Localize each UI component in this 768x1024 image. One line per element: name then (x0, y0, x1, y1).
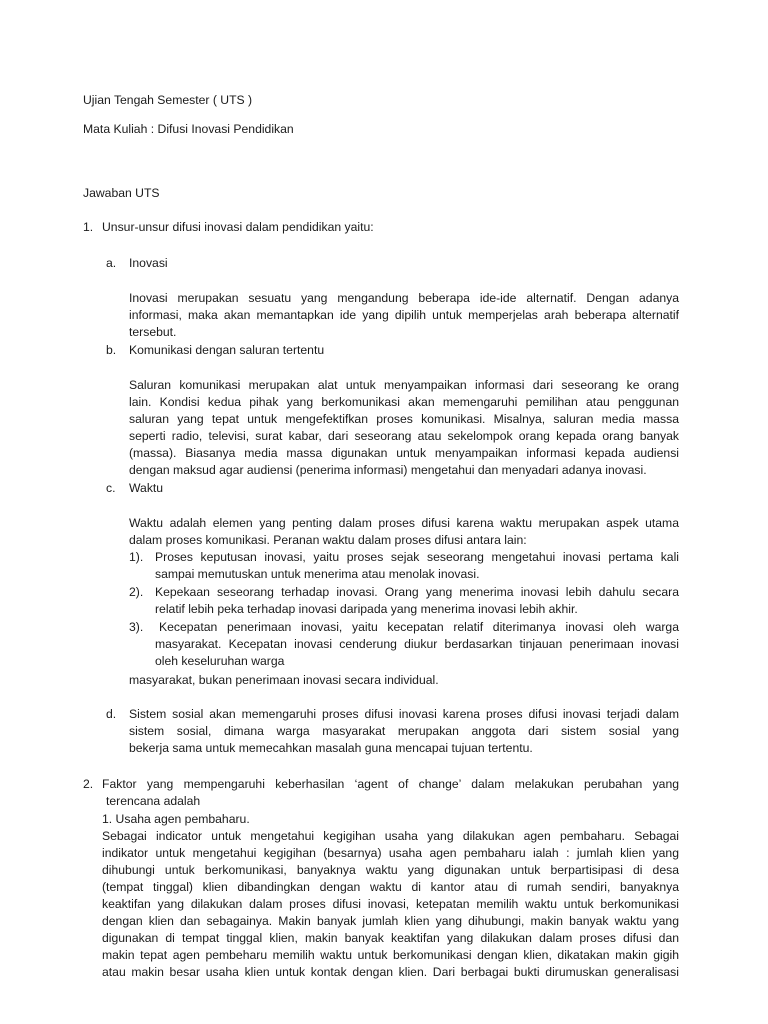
q1b-line-5: (massa). Biasanya media massa digunakan untuk menyampaikan informasi kepada audiensi (129, 446, 679, 460)
q2-para-line-3: dihubungi untuk berkomunikasi, banyaknya waktu yang digunakan untuk berpartisipasi di desa (102, 863, 679, 877)
q2-para-line-4: (tempat tinggal) klien dibandingkan dengan waktu di kantor atau di rumah sendiri, banyaknya (102, 880, 679, 894)
q1c-item-2-number: 2). (129, 585, 144, 599)
q1c-item-1-line-2: sampai memutuskan untuk menerima atau menolak inovasi. (155, 567, 480, 581)
q1b-line-3: saluran yang tepat untuk mengefektifkan proses komunikasi. Misalnya, saluran media massa (129, 412, 679, 426)
q1d-line-3: bekerja sama untuk memecahkan masalah guna mencapai tujuan tertentu. (129, 741, 533, 755)
q1c-title: Waktu (129, 481, 164, 495)
q1c-item-3-line-3: oleh keseluruhan warga (155, 654, 285, 668)
q2-para-line-8: makin tepat agen pembeharu memilih waktu untuk berkomunikasi dengan klien, dikatakan makin gigih (102, 948, 679, 962)
q1c-line-2: dalam proses komunikasi. Peranan waktu dalam proses difusi antara lain: (129, 533, 527, 547)
q1c-line-1: Waktu adalah elemen yang penting dalam proses difusi karena waktu merupakan aspek utama (129, 516, 679, 530)
q1a-line-2: informasi, maka akan memantapkan ide yang dipilih untuk memperjelas arah beberapa alternatif (129, 308, 679, 322)
q1c-closing: masyarakat, bukan penerimaan inovasi secara individual. (129, 673, 439, 687)
q1c-marker: c. (106, 481, 116, 495)
q2-para-line-5: keaktifan yang dilakukan dalam proses difusi inovasi, ketepatan memilih waktu untuk berkomunikasi (102, 897, 679, 911)
q1a-line-1: Inovasi merupakan sesuatu yang mengandung beberapa ide-ide alternatif. Dengan adanya (129, 291, 679, 305)
q2-number: 2. (83, 777, 94, 791)
q1a-marker: a. (106, 256, 117, 270)
q1c-item-3-number: 3). (129, 620, 144, 634)
q1b-title: Komunikasi dengan saluran tertentu (129, 343, 325, 357)
q1b-line-6: dengan maksud agar audiensi (penerima informasi) mengetahui dan menyadari adanya inovasi. (129, 463, 647, 477)
q2-para-line-7: digunakan di tempat tinggal klien, makin banyak keaktifan yang dilakukan dalam proses difusi dan (102, 931, 679, 945)
q2-line-1: Faktor yang mempengaruhi keberhasilan ‘agent of change’ dalam melakukan perubahan yang (102, 777, 679, 791)
course-title: Mata Kuliah : Difusi Inovasi Pendidikan (83, 122, 294, 136)
q2-para-line-2: indikator untuk mengetahui kegigihan (besarnya) usaha agen pembaharu ialah : jumlah klien yang (102, 846, 679, 860)
q2-para-line-6: dengan klien dan sebagainya. Makin banyak jumlah klien yang dihubungi, makin banyak waktu yang (102, 914, 679, 928)
q1b-line-4: seperti radio, televisi, surat kabar, dari seseorang atau sekelompok orang kepada orang banyak (129, 429, 679, 443)
q1d-line-1: Sistem sosial akan memengaruhi proses difusi inovasi karena proses difusi inovasi terjadi dalam (129, 707, 679, 721)
q1b-marker: b. (106, 343, 117, 357)
q1c-item-1-number: 1). (129, 550, 144, 564)
q1c-item-2-line-1: Kepekaan seseorang terhadap inovasi. Orang yang menerima inovasi lebih dahulu secara (155, 585, 679, 599)
q1a-title: Inovasi (129, 256, 168, 270)
answer-heading: Jawaban UTS (83, 186, 160, 200)
q1c-item-2-line-2: relatif lebih peka terhadap inovasi daripada yang menerima inovasi lebih akhir. (155, 602, 578, 616)
q1b-line-2: lain. Kondisi kedua pihak yang berkomunikasi akan memengaruhi pemilihan atau penggunan (129, 395, 679, 409)
q1a-line-3: tersebut. (129, 325, 177, 339)
q1c-item-1-line-1: Proses keputusan inovasi, yaitu proses sejak seseorang mengetahui inovasi pertama kali (155, 550, 679, 564)
q2-subtitle: 1. Usaha agen pembaharu. (102, 812, 250, 826)
q1d-line-2: sistem sosial, dimana warga masyarakat merupakan anggota dari sistem sosial yang (129, 724, 679, 738)
q1c-item-3-line-1: Kecepatan penerimaan inovasi, yaitu kecepatan relatif diterimanya inovasi oleh warga (159, 620, 679, 634)
q2-para-line-9: atau makin besar usaha klien untuk kontak dengan klien. Dari berbagai bukti dirumuskan generalisasi (102, 965, 679, 979)
q1-title: Unsur-unsur difusi inovasi dalam pendidikan yaitu: (102, 220, 374, 234)
exam-title: Ujian Tengah Semester ( UTS ) (83, 93, 253, 107)
q1c-item-3-line-2: masyarakat. Kecepatan inovasi cenderung diukur berdasarkan tinjauan penerimaan inovasi (155, 637, 679, 651)
q2-line-2: terencana adalah (106, 794, 201, 808)
q1-number: 1. (83, 220, 94, 234)
q2-para-line-1: Sebagai indicator untuk mengetahui kegigihan usaha yang dilakukan agen pembaharu. Sebagai (102, 829, 679, 843)
q1b-line-1: Saluran komunikasi merupakan alat untuk menyampaikan informasi dari seseorang ke orang (129, 378, 679, 392)
q1d-marker: d. (106, 707, 117, 721)
